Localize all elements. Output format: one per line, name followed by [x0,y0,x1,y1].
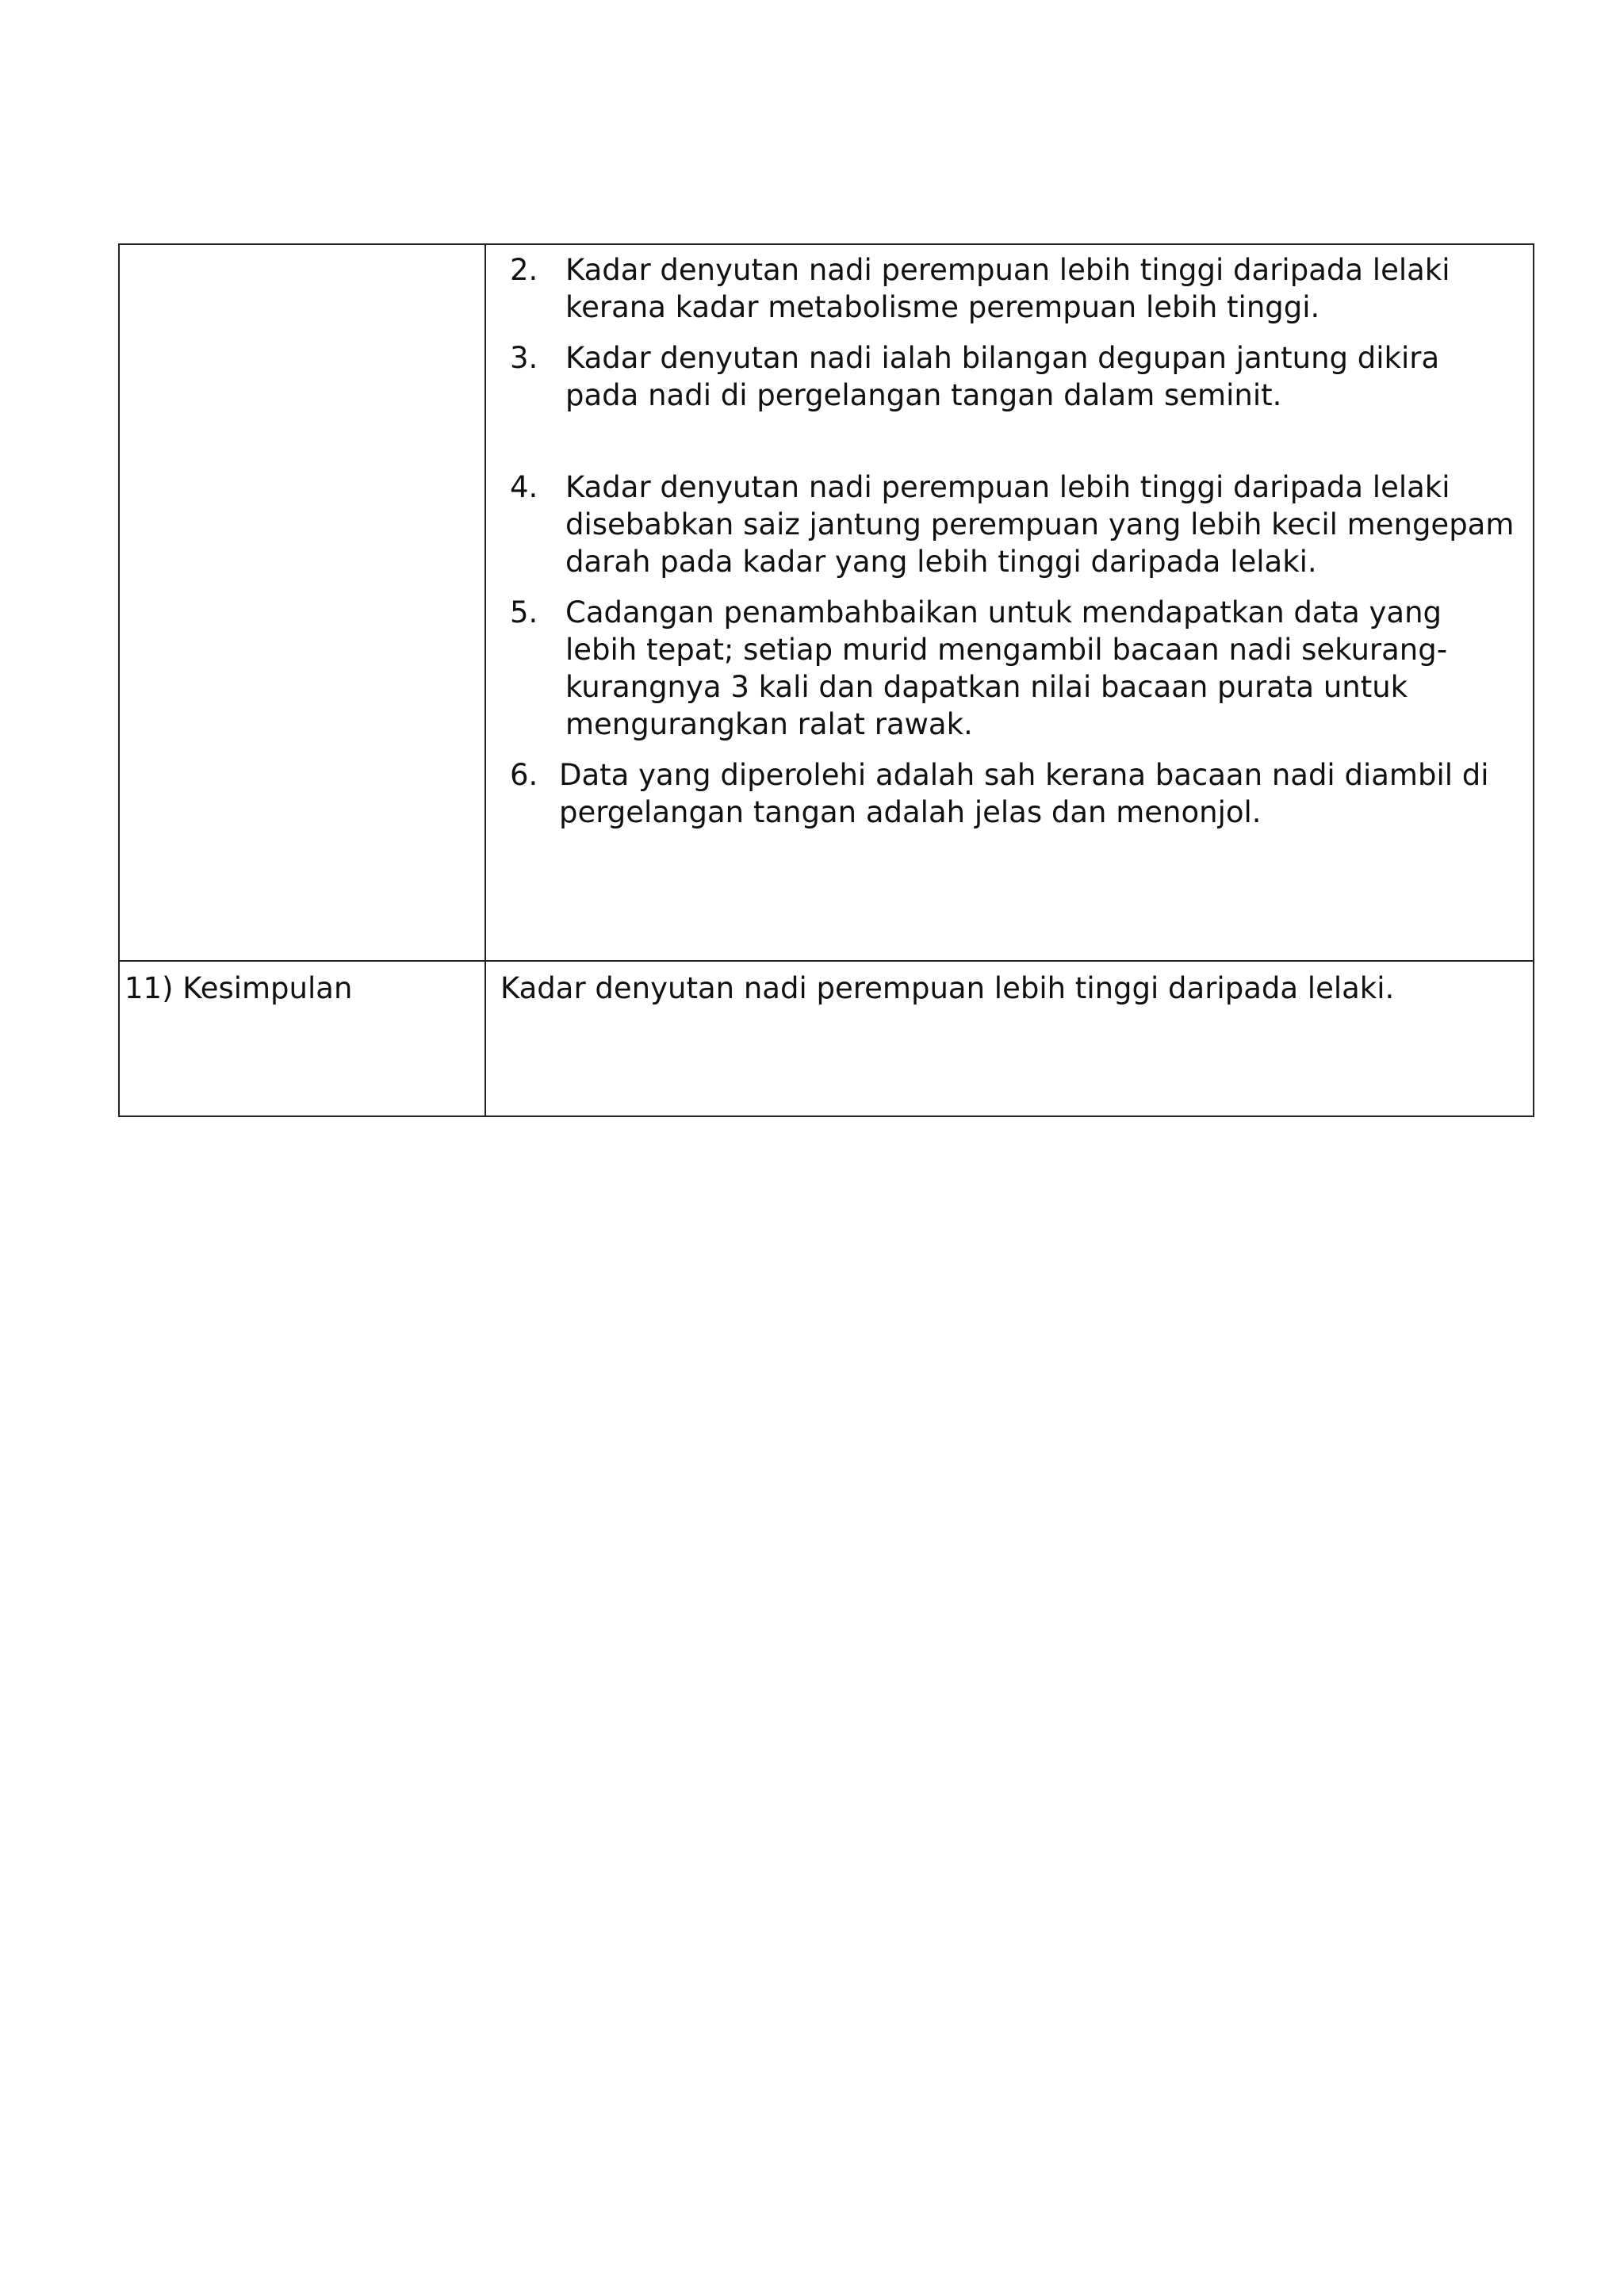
discussion-item [486,756,1517,831]
discussion-item [486,594,1517,743]
item-text: Kadar denyutan nadi perempuan lebih tinggi daripada lelaki disebabkan saiz jantung perempuan yang lebih kecil mengepam darah pada kadar yang lebih tinggi daripada lelaki. [565,470,1515,579]
item-number: 4. [510,470,538,504]
item-text: Cadangan penambahbaikan untuk mendapatkan data yang lebih tepat; setiap murid mengambil bacaan nadi sekurang-kurangnya 3 kali dan dapatkan nilai bacaan purata untuk mengurangkan ralat rawak. [565,595,1448,741]
report-table [118,243,1534,1117]
item-number: 3. [510,341,538,375]
item-number: 2. [510,253,538,287]
item-text: Kadar denyutan nadi ialah bilangan degupan jantung dikira pada nadi di pergelangan tangan dalam seminit. [565,341,1440,412]
discussion-item [486,251,1517,326]
item-number: 5. [510,595,538,629]
conclusion-row [119,961,1534,1116]
item-number: 6. [510,758,538,792]
item-text: Data yang diperolehi adalah sah kerana bacaan nadi diambil di pergelangan tangan adalah jelas dan menonjol. [559,758,1489,829]
discussion-label-cell [119,244,485,961]
discussion-cell [485,244,1534,961]
item-text: Kadar denyutan nadi perempuan lebih tinggi daripada lelaki kerana kadar metabolisme perempuan lebih tinggi. [565,253,1450,324]
conclusion-text: Kadar denyutan nadi perempuan lebih tinggi daripada lelaki. [485,961,1534,1116]
discussion-item [486,339,1517,414]
discussion-item [486,469,1517,580]
conclusion-label: 11) Kesimpulan [119,961,485,1116]
discussion-row [119,244,1534,961]
